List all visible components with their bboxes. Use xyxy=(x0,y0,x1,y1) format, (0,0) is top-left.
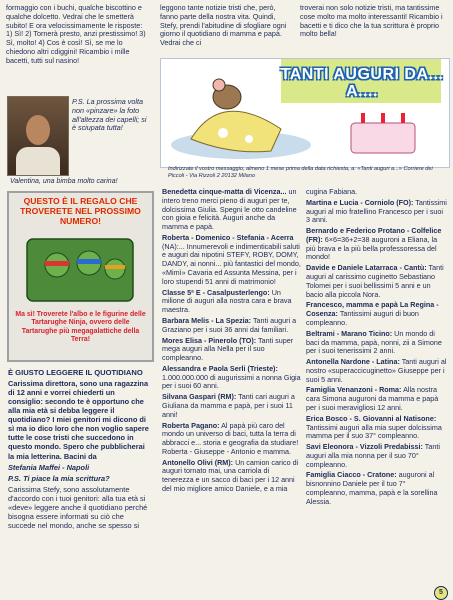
greeting-text: Tanti super mega auguri alla Nella per il suo compleanno. xyxy=(162,335,294,363)
top-text-column-2 xyxy=(160,4,295,50)
top-text-column-3 xyxy=(300,4,445,41)
mask-icon xyxy=(45,261,69,266)
greeting-text: Tanti auguri alla mia nonna per il suo 70° compleanno. xyxy=(306,442,440,469)
greeting-text: Un camion carico di auguri tornato mai, una carriola di tenerezza e un sacco di baci per i 12 anni del mio migliore amico Daniele, e a mia xyxy=(162,457,299,493)
photo-ps-note: P.S. La prossima volta non «pinzare» la foto all'altezza dei capelli; si è sciupata tutta! xyxy=(72,97,147,133)
greeting-sender: Silvana Gaspari (RM): xyxy=(162,392,237,402)
greeting-entry xyxy=(306,386,448,412)
greeting-sender: Savi Eleonora - Vizzoli Predabissi: xyxy=(306,442,423,452)
letter-body: Carissima direttora, sono una ragazzina di 12 anni e vorrei chiederti un consiglio: secondo te è opportuno che alla mia età si debba leggere il quotidiano? I miei genitori mi dicono di sì ma io dico loro che non voglio sapere tutte le cose tristi che succedono in questo mondo. Spero che pubblicherai la mia letterina. Bacini da xyxy=(8,379,149,461)
greeting-text: Tanti auguri al carissimo cuginetto Sebastiano Tolomei per i suoi bellissimi 5 anni e un bacio alla piccola Nora. xyxy=(306,263,444,299)
cheese-hole xyxy=(218,128,228,138)
mask-icon xyxy=(77,259,101,264)
greeting-entry xyxy=(162,289,302,315)
photo-shirt xyxy=(16,147,60,175)
greeting-entry xyxy=(162,188,302,232)
candle-icon xyxy=(401,113,405,123)
greeting-entry xyxy=(162,234,302,287)
greeting-text: cugina Fabiana. xyxy=(306,187,358,196)
letter-ps: P.S. Ti piace la mia scrittura? xyxy=(8,473,110,483)
greeting-text: (NA):... Innumerevoli e indimenticabili saluti e auguri dai nipotini STEFY, ROBY, DOMY, DANDY, ai nonni... più fantastici del mondo, «Mimì» Cavaria ed Assunta Messina, per i loro stupendi 51 anni di matrimonio! xyxy=(162,241,301,286)
top-text-column-1 xyxy=(6,4,146,67)
greeting-sender: Antonella Nardone - Latina: xyxy=(306,357,400,367)
greeting-text: Un milione di auguri alla nostra cara e brava maestra. xyxy=(162,287,292,315)
greeting-sender: Bernardo e Federico Protano - Colfelice (FR): xyxy=(306,226,442,244)
page-number: 5 xyxy=(434,586,448,600)
greeting-text: Un mondo di baci da mamma, papà, nonni, zii a Simone per i suoi tenerissimi 2 anni. xyxy=(306,328,442,356)
greeting-entry xyxy=(306,301,448,327)
comic-address-note: Indirizzate il vostro messaggio, almeno 1 mese prima della data richiesta, a: «Tanti auguri a...» Corriere dei Piccoli - Via Rizzoli 2 20132 Milano xyxy=(168,166,433,179)
top-text-1: formaggio con i buchi, qualche biscottino e qualche dolcetto. Vedrai che le smetterà subito! E ora velocissimamente le risposte: 1) Sì! 2) Tornerà presto, anzi prestissimo! 3) Sì, molto! 4) Cos è così! Sì, se me lo chiedono altri cdiggini! Ricambio i mille bacetti, tutti sul nasino! xyxy=(6,3,146,65)
candle-icon xyxy=(361,113,365,123)
greeting-entry xyxy=(162,422,302,457)
cake-icon xyxy=(351,123,415,153)
greeting-sender: Benedetta cinque-matta di Vicenza... xyxy=(162,187,287,196)
ninja-turtles-illustration xyxy=(17,233,143,307)
greeting-entry xyxy=(162,365,302,391)
greeting-text: 1.000.000.000 di augurissimi a nonna Gigia per i suoi 60 anni. xyxy=(162,372,301,391)
greeting-text: 6×6=36+2=38 auguroni a Eliana, la più brava e la più bella professoressa del mondo! xyxy=(306,234,438,262)
greeting-sender: Roberta Pagano: xyxy=(162,420,220,430)
promo-title: QUESTO È IL REGALO CHE TROVERETE NEL PROSSIMO NUMERO! xyxy=(20,196,141,226)
reader-photo xyxy=(7,96,69,176)
mask-icon xyxy=(105,265,125,269)
letter-signature: Stefania Maffei - Napoli xyxy=(8,462,90,472)
greeting-sender: Martina e Lucia - Corniolo (FO): xyxy=(306,197,414,207)
greeting-sender: Famiglia Ciacco - Cratone: xyxy=(306,470,397,480)
greeting-sender: Classe 5ª E - Casalpusterlengo: xyxy=(162,287,270,297)
greeting-entry xyxy=(162,393,302,419)
greeting-text: Al papà più caro del mondo un universo di baci, tutta la terra di abbracci e... storia e geografia da studiare! Roberta - Giuseppe - Antonio e mamma. xyxy=(162,420,299,456)
greeting-text: un intero treno merci pieno di auguri per te, dolcissima Giulia. Spegni le otto candeline con gioia e felicità. Auguri anche da mamma e papà. xyxy=(162,187,297,232)
greeting-sender: Mores Elisa - Pinerolo (TO): xyxy=(162,335,257,345)
photo-face xyxy=(26,115,50,145)
greeting-entry xyxy=(306,358,448,384)
mouse-ear-icon xyxy=(213,79,225,91)
greeting-sender: Barbara Melis - La Spezia: xyxy=(162,315,252,325)
greeting-entry xyxy=(306,199,448,225)
greeting-entry xyxy=(306,227,448,262)
photo-caption: Valentina, una bimba molto carina! xyxy=(10,178,118,185)
promo-subtitle: Ma sì! Troverete l'albo e le figurine delle Tartarughe Ninja, ovvero delle Tartarughe più megagalattiche della Terra! xyxy=(15,311,146,343)
promo-box xyxy=(7,191,154,362)
greeting-entry xyxy=(306,330,448,356)
greeting-entry xyxy=(162,459,302,494)
greeting-text: auguroni al bisnonnino Daniele per il tuo 7° compleanno, mamma, papà e la sorellina Alessia. xyxy=(306,470,438,506)
letter-reply: Carissima Stefy, sono assolutamente d'accordo con i tuoi genitori: alla tua età si «deve» leggere anche il quotidiano perché bisogna essere informati su ciò che succede nel mondo, anche se spesso si xyxy=(8,484,148,530)
greeting-text: Tantissimi auguri al mio fratellino Francesco per i suoi 3 anni. xyxy=(306,197,447,225)
greeting-text: Tantissimi auguri alla mia super dolcissima mamma per il suo 37° compleanno. xyxy=(306,422,442,441)
greetings-column-2 xyxy=(162,188,302,496)
greeting-entry xyxy=(306,188,448,197)
candle-icon xyxy=(381,113,385,123)
greeting-entry xyxy=(306,443,448,469)
greeting-sender: Erica Bosco - S. Giovanni al Natisone: xyxy=(306,413,437,423)
greeting-sender: Beltrami - Marano Ticino: xyxy=(306,328,393,338)
cheese-hole xyxy=(245,135,253,143)
greeting-sender: Roberta - Domenico - Stefania - Acerra xyxy=(162,232,294,242)
tanti-auguri-comic xyxy=(160,58,450,168)
greeting-text: Alla nostra cara Simona auguroni da mamma e papà per i suoi meravigliosi 12 anni. xyxy=(306,385,439,412)
greeting-sender: Famiglia Venanzoni - Roma: xyxy=(306,385,402,395)
letter-heading: È GIUSTO LEGGERE IL QUOTIDIANO xyxy=(8,368,143,377)
greeting-text: Tanti auguri al nostro «superaccicuginetto» Giuseppe per i suoi 5 anni. xyxy=(306,357,447,384)
greeting-text: Tantissimi auguri di buon compleanno. xyxy=(306,309,419,327)
greeting-sender: Francesco, mamma e papà La Regina - Cosenza: xyxy=(306,300,439,319)
banner-title: TANTI AUGURI DA... A.... xyxy=(280,66,444,100)
greeting-entry xyxy=(162,317,302,335)
greeting-entry xyxy=(162,337,302,363)
greeting-sender: Davide e Daniele Latarraca - Cantù: xyxy=(306,263,427,273)
greeting-text: Tanti cari auguri a Giuliana da mamma e papà, per i suoi 11 anni! xyxy=(162,392,295,419)
greeting-sender: Antonello Olivi (RM): xyxy=(162,457,234,467)
greeting-entry xyxy=(306,264,448,299)
greeting-entry xyxy=(306,471,448,506)
greeting-entry xyxy=(306,415,448,441)
reader-letter xyxy=(8,368,150,532)
greetings-column-3 xyxy=(306,188,448,509)
top-text-3: troverai non solo notizie tristi, ma tantissime cose molto ma molto interessanti! Ricambio i bacetti e ti dico che la tua scrittura è proprio molto bella! xyxy=(300,3,443,39)
top-text-2: leggono tante notizie tristi che, però, fanno parte della nostra vita. Quindi, Stefy, prendi l'abitudine di sfogliare ogni giorno il quotidiano di mamma e papà. Vedrai che ci xyxy=(160,3,287,48)
greeting-sender: Alessandra e Paola Serli (Trieste): xyxy=(162,363,278,373)
greeting-text: Tanti auguri a Graziano per i suoi 36 anni dai familiari. xyxy=(162,315,297,334)
